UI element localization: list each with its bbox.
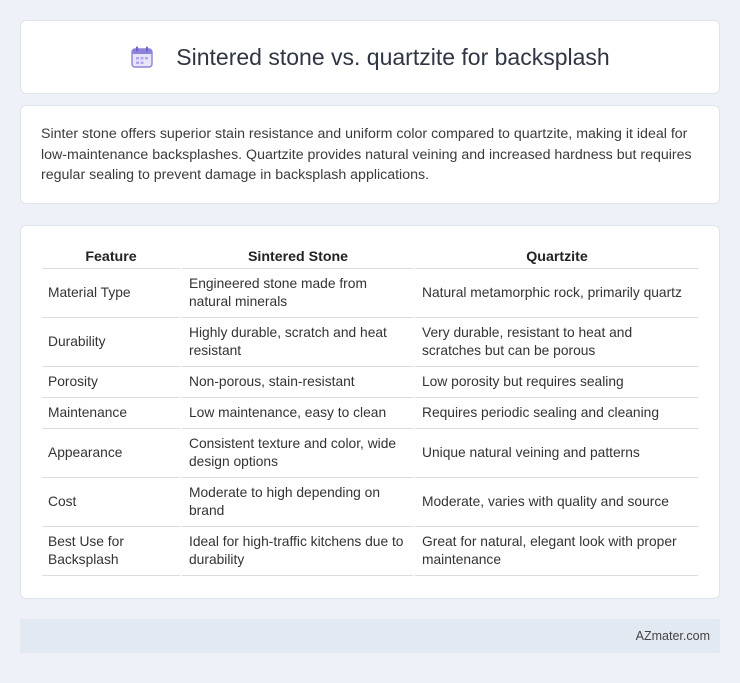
quartzite-cell: Unique natural veining and patterns [413, 429, 698, 478]
sintered-cell: Low maintenance, easy to clean [180, 398, 413, 429]
feature-cell: Cost [42, 478, 180, 527]
table-row [42, 269, 698, 318]
feature-cell: Material Type [42, 269, 180, 318]
feature-cell: Porosity [42, 367, 180, 398]
table-row [42, 527, 698, 576]
intro-paragraph: Sinter stone offers superior stain resistance and uniform color compared to quartzite, making it ideal for low-maintenance backsplashes. Quartzite provides natural veining and increased hardness but requires regular sealing to prevent damage in backsplash applications. [41, 126, 692, 184]
quartzite-cell: Natural metamorphic rock, primarily quartz [413, 269, 698, 318]
title-card [20, 20, 720, 94]
footer [20, 619, 720, 653]
quartzite-cell: Moderate, varies with quality and source [413, 478, 698, 527]
sintered-cell: Moderate to high depending on brand [180, 478, 413, 527]
page-title: Sintered stone vs. quartzite for backsplash [176, 43, 610, 70]
quartzite-cell: Requires periodic sealing and cleaning [413, 398, 698, 429]
quartzite-cell: Very durable, resistant to heat and scratches but can be porous [413, 318, 698, 367]
sintered-cell: Engineered stone made from natural minerals [180, 269, 413, 318]
sintered-cell: Highly durable, scratch and heat resistant [180, 318, 413, 367]
sintered-cell: Consistent texture and color, wide design options [180, 429, 413, 478]
table-row [42, 398, 698, 429]
sintered-cell: Ideal for high-traffic kitchens due to durability [180, 527, 413, 576]
feature-cell: Appearance [42, 429, 180, 478]
feature-cell: Best Use for Backsplash [42, 527, 180, 576]
sintered-cell: Non-porous, stain-resistant [180, 367, 413, 398]
comparison-table-card [20, 225, 720, 599]
header-quartzite: Quartzite [413, 246, 698, 269]
table-row [42, 367, 698, 398]
quartzite-cell: Great for natural, elegant look with proper maintenance [413, 527, 698, 576]
table-row [42, 478, 698, 527]
intro-card [20, 105, 720, 204]
feature-cell: Durability [42, 318, 180, 367]
quartzite-cell: Low porosity but requires sealing [413, 367, 698, 398]
feature-cell: Maintenance [42, 398, 180, 429]
comparison-table [42, 246, 698, 576]
footer-site-link[interactable]: AZmater.com [635, 629, 710, 643]
header-feature: Feature [42, 246, 180, 269]
table-header-row [42, 246, 698, 269]
table-row [42, 429, 698, 478]
header-sintered-stone: Sintered Stone [180, 246, 413, 269]
table-row [42, 318, 698, 367]
calendar-icon [130, 45, 154, 69]
